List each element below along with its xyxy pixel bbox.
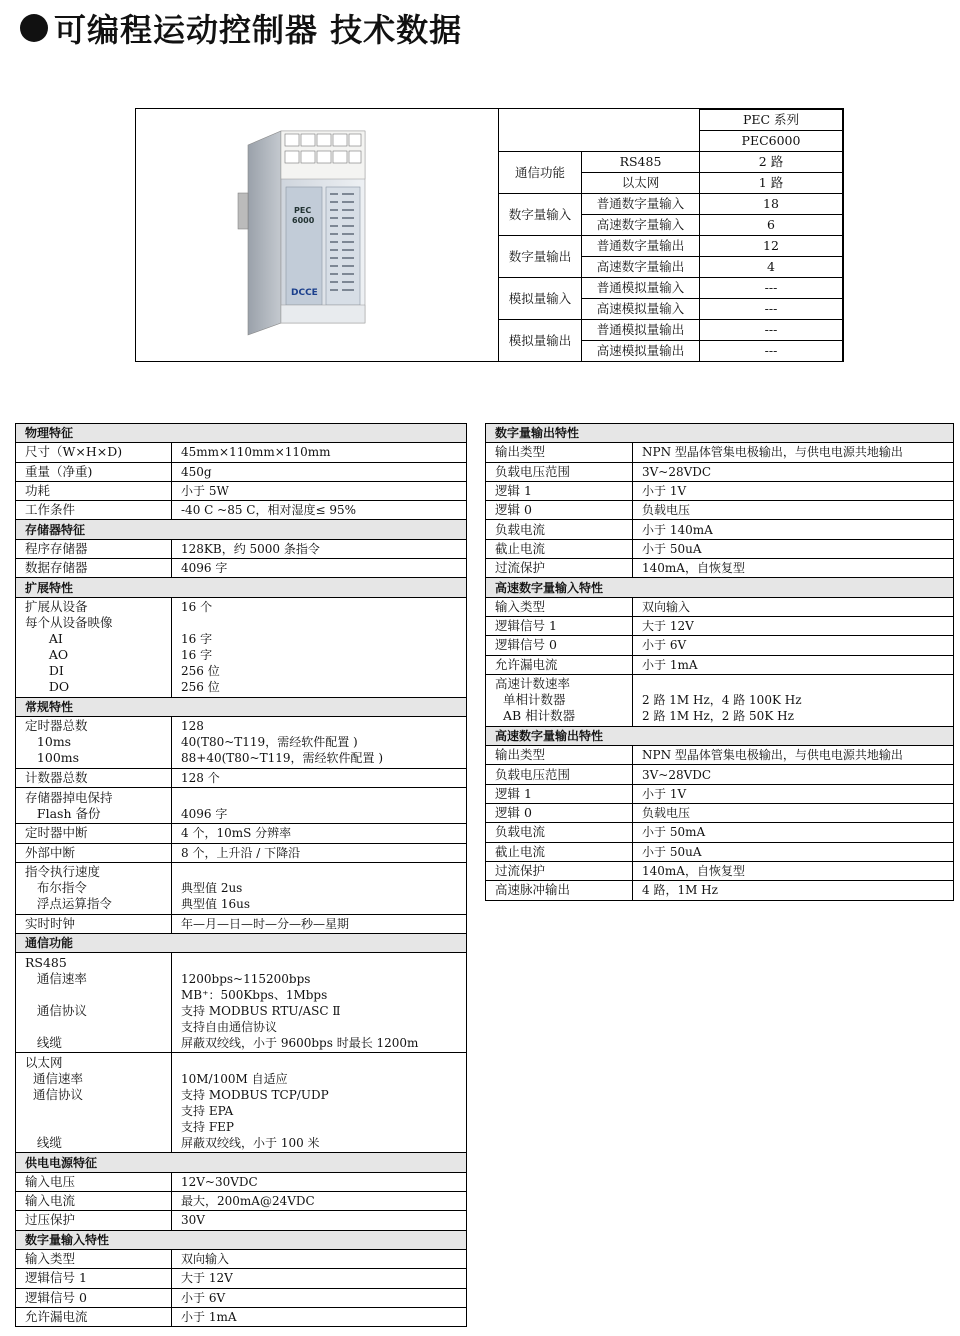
spec-value: 128KB，约 5000 条指令 [172, 539, 467, 558]
spec-value: 最大，200mA@24VDC [172, 1192, 467, 1211]
io-item-name: 普通模拟量输出 [582, 320, 700, 341]
section-header: 高速数字量输出特性 [486, 726, 954, 745]
spec-label: 指令执行速度 布尔指令 浮点运算指令 [16, 862, 172, 914]
io-item-value: --- [700, 320, 843, 341]
spec-label: 逻辑 0 [486, 804, 633, 823]
photo-brand-logo: DCCE [291, 288, 318, 298]
io-item-value: 12 [700, 236, 843, 257]
section-header: 数字量输入特性 [16, 1230, 467, 1249]
io-item-name: RS485 [582, 152, 700, 173]
spec-value: 16 个 16 字 16 字 256 位 256 位 [172, 597, 467, 697]
spec-label: 输出类型 [486, 443, 633, 462]
spec-value: 典型值 2us 典型值 16us [172, 862, 467, 914]
spec-value: 128 个 [172, 768, 467, 787]
spec-value: 10M/100M 自适应 支持 MODBUS TCP/UDP 支持 EPA 支持 FEP 屏蔽双绞线，小于 100 米 [172, 1053, 467, 1153]
spec-table-right [485, 423, 954, 901]
spec-label: 逻辑信号 0 [16, 1288, 172, 1307]
spec-value: 3V~28VDC [633, 765, 954, 784]
spec-value: 小于 6V [172, 1288, 467, 1307]
spec-label: 高速脉冲输出 [486, 881, 633, 900]
spec-value: 大于 12V [633, 616, 954, 635]
spec-value: 小于 1V [633, 481, 954, 500]
spec-label: 尺寸（W×H×D) [16, 443, 172, 462]
section-header: 供电电源特征 [16, 1153, 467, 1172]
spec-value: 小于 50uA [633, 842, 954, 861]
spec-label: 逻辑信号 1 [16, 1269, 172, 1288]
spec-label: 存储器掉电保持 Flash 备份 [16, 788, 172, 824]
spec-value: 负载电压 [633, 804, 954, 823]
spec-label: 定时器总数 10ms 100ms [16, 716, 172, 768]
section-header: 物理特征 [16, 424, 467, 443]
spec-value: NPN 型晶体管集电极输出，与供电电源共地输出 [633, 746, 954, 765]
spec-table-left [15, 423, 467, 1327]
spec-label: 外部中断 [16, 843, 172, 862]
io-item-name: 高速模拟量输出 [582, 341, 700, 362]
section-header: 高速数字量输入特性 [486, 578, 954, 597]
io-item-name: 普通数字量输出 [582, 236, 700, 257]
io-item-value: 6 [700, 215, 843, 236]
spec-label: 程序存储器 [16, 539, 172, 558]
spec-value: 双向输入 [633, 597, 954, 616]
spec-value: 小于 1V [633, 784, 954, 803]
product-io-table [498, 109, 843, 362]
spec-label: 过流保护 [486, 861, 633, 880]
spec-label: 输入类型 [16, 1249, 172, 1268]
spec-value: 年—月—日—时—分—秒—星期 [172, 914, 467, 933]
spec-label: 允许漏电流 [486, 655, 633, 674]
io-item-name: 普通数字量输入 [582, 194, 700, 215]
spec-value: 负载电压 [633, 501, 954, 520]
section-header: 扩展特性 [16, 578, 467, 597]
spec-label: 数据存储器 [16, 559, 172, 578]
spec-value: 45mm×110mm×110mm [172, 443, 467, 462]
spec-label: 定时器中断 [16, 824, 172, 843]
spec-label: 负载电流 [486, 823, 633, 842]
spec-value: 3V~28VDC [633, 462, 954, 481]
spec-value: -40 C ~85 C，相对湿度≤ 95% [172, 501, 467, 520]
spec-value: 小于 50uA [633, 539, 954, 558]
io-item-value: --- [700, 341, 843, 362]
spec-label: 功耗 [16, 481, 172, 500]
spec-value: 大于 12V [172, 1269, 467, 1288]
io-item-name: 高速数字量输出 [582, 257, 700, 278]
group-label: 模拟量输入 [499, 278, 582, 320]
product-photo [136, 109, 499, 361]
spec-label: 逻辑 1 [486, 784, 633, 803]
model-label: PEC6000 [700, 131, 843, 152]
io-item-name: 普通模拟量输入 [582, 278, 700, 299]
spec-label: 逻辑信号 1 [486, 616, 633, 635]
spec-value: 450g [172, 462, 467, 481]
spec-label: 逻辑 1 [486, 481, 633, 500]
spec-value: 2 路 1M Hz，4 路 100K Hz 2 路 1M Hz，2 路 50K Hz [633, 674, 954, 726]
spec-label: 过流保护 [486, 559, 633, 578]
spec-label: 负载电流 [486, 520, 633, 539]
spec-label: 截止电流 [486, 539, 633, 558]
spec-value: 4096 字 [172, 788, 467, 824]
photo-model-line2: 6000 [292, 216, 315, 225]
spec-value: NPN 型晶体管集电极输出，与供电电源共地输出 [633, 443, 954, 462]
spec-label: RS485 通信速率 通信协议 线缆 [16, 953, 172, 1053]
spec-label: 实时时钟 [16, 914, 172, 933]
section-header: 数字量输出特性 [486, 424, 954, 443]
product-summary [135, 108, 844, 362]
io-item-value: 18 [700, 194, 843, 215]
spec-value: 140mA，自恢复型 [633, 861, 954, 880]
spec-value: 4 个，10mS 分辨率 [172, 824, 467, 843]
io-item-name: 以太网 [582, 173, 700, 194]
bullet-dot-icon [20, 14, 48, 42]
spec-label: 过压保护 [16, 1211, 172, 1230]
spec-label: 输入电压 [16, 1172, 172, 1191]
io-item-value: 2 路 [700, 152, 843, 173]
spec-value: 4096 字 [172, 559, 467, 578]
group-label: 数字量输入 [499, 194, 582, 236]
spec-label: 输入类型 [486, 597, 633, 616]
page-title [20, 6, 462, 50]
io-item-name: 高速模拟量输入 [582, 299, 700, 320]
io-item-value: --- [700, 299, 843, 320]
spec-label: 负载电压范围 [486, 765, 633, 784]
spec-label: 逻辑 0 [486, 501, 633, 520]
section-header: 存储器特征 [16, 520, 467, 539]
spec-value: 12V~30VDC [172, 1172, 467, 1191]
spec-value: 小于 5W [172, 481, 467, 500]
spec-value: 双向输入 [172, 1249, 467, 1268]
spec-value: 小于 6V [633, 636, 954, 655]
io-item-value: 4 [700, 257, 843, 278]
group-label: 数字量输出 [499, 236, 582, 278]
spec-label: 计数器总数 [16, 768, 172, 787]
section-header: 常规特性 [16, 697, 467, 716]
spec-label: 高速计数速率 单相计数器 AB 相计数器 [486, 674, 633, 726]
spec-label: 扩展从设备 每个从设备映像 AI AO DI DO [16, 597, 172, 697]
spec-value: 小于 1mA [172, 1307, 467, 1326]
spec-value: 小于 140mA [633, 520, 954, 539]
spec-value: 小于 50mA [633, 823, 954, 842]
page-title-text: 可编程运动控制器 技术数据 [54, 11, 463, 49]
section-header: 通信功能 [16, 934, 467, 953]
spec-value: 小于 1mA [633, 655, 954, 674]
spec-label: 允许漏电流 [16, 1307, 172, 1326]
spec-value: 128 40(T80~T119，需经软件配置 ) 88+40(T80~T119，需经软件配置 ) [172, 716, 467, 768]
spec-label: 截止电流 [486, 842, 633, 861]
spec-value: 30V [172, 1211, 467, 1230]
spec-label: 输入电流 [16, 1192, 172, 1211]
spec-label: 重量（净重) [16, 462, 172, 481]
spec-value: 140mA，自恢复型 [633, 559, 954, 578]
spec-value: 4 路，1M Hz [633, 881, 954, 900]
spec-label: 输出类型 [486, 746, 633, 765]
spec-label: 以太网 通信速率 通信协议 线缆 [16, 1053, 172, 1153]
spec-label: 工作条件 [16, 501, 172, 520]
io-item-name: 高速数字量输入 [582, 215, 700, 236]
spec-value: 1200bps~115200bps MB⁺：500Kbps、1Mbps 支持 MODBUS RTU/ASC Ⅱ 支持自由通信协议 屏蔽双绞线，小于 9600bps 时最长 1200m [172, 953, 467, 1053]
group-label: 模拟量输出 [499, 320, 582, 362]
photo-model-line1: PEC [294, 206, 312, 215]
controller-image [136, 109, 498, 361]
spec-value: 8 个，上升沿 / 下降沿 [172, 843, 467, 862]
group-label: 通信功能 [499, 152, 582, 194]
io-item-value: --- [700, 278, 843, 299]
series-label: PEC 系列 [700, 110, 843, 131]
spec-label: 逻辑信号 0 [486, 636, 633, 655]
io-item-value: 1 路 [700, 173, 843, 194]
spec-label: 负载电压范围 [486, 462, 633, 481]
